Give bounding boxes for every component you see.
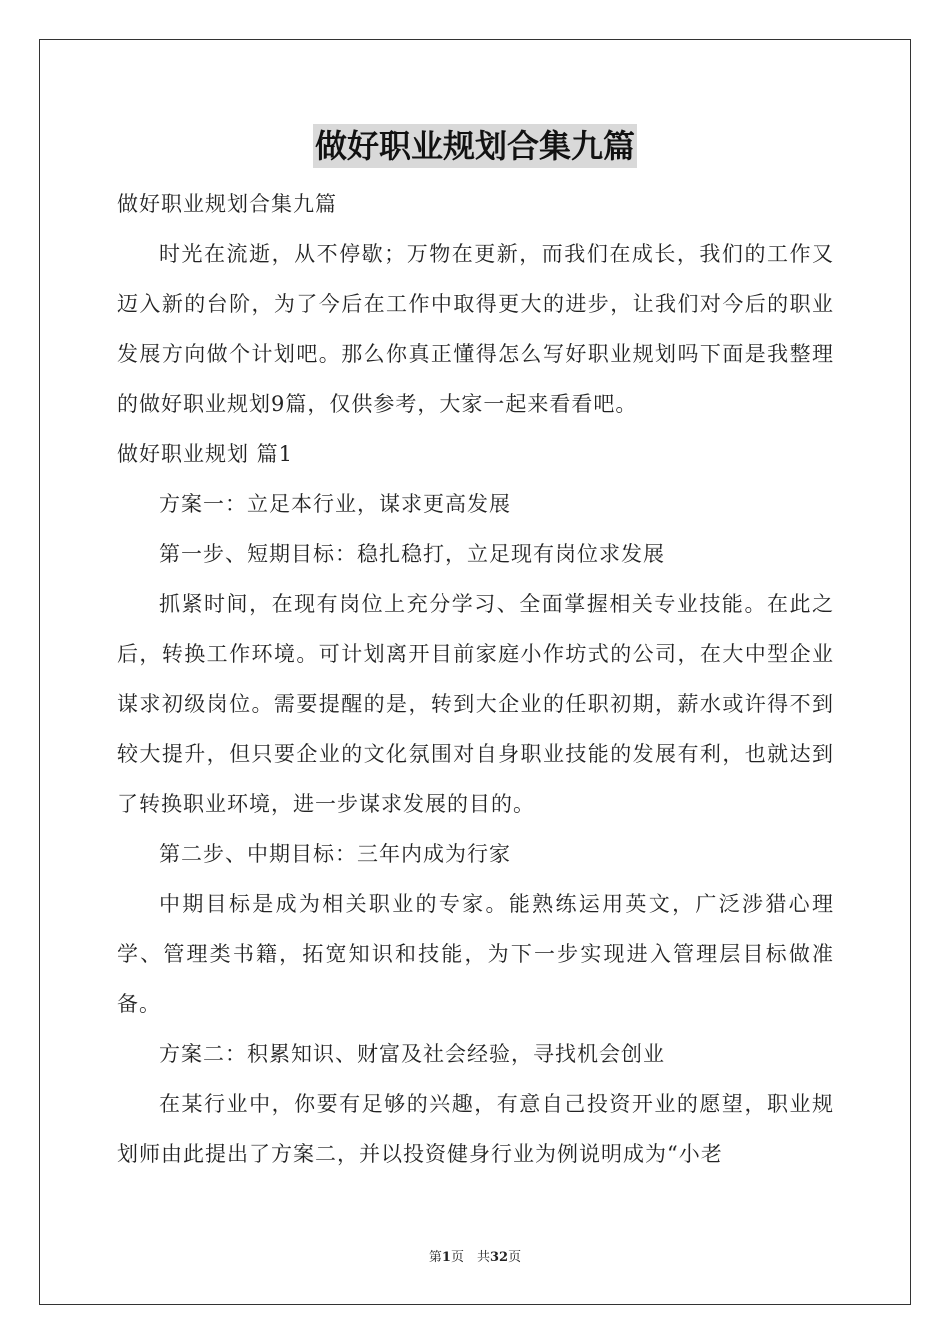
document-subtitle: 做好职业规划合集九篇 [117,192,337,216]
current-page-number: 1 [441,1250,451,1265]
total-page-number: 32 [489,1250,509,1265]
paragraph: 第一步、短期目标：稳扎稳打，立足现有岗位求发展 [159,542,665,566]
paragraph: 时光在流逝，从不停歇；万物在更新，而我们在成长，我们的工作又迈入新的台阶，为了今后在工作中取得更大的进步，让我们对今后的职业发展方向做个计划吧。那么你真正懂得怎么写好职业规划吗下面是我整理的做好职业规划9篇，仅供参考，大家一起来看看吧。 [117,242,834,416]
document-title: 做好职业规划合集九篇 [313,124,637,168]
paragraph: 抓紧时间，在现有岗位上充分学习、全面掌握相关专业技能。在此之后，转换工作环境。可计划离开目前家庭小作坊式的公司，在大中型企业谋求初级岗位。需要提醒的是，转到大企业的任职初期，薪水或许得不到较大提升，但只要企业的文化氛围对自身职业技能的发展有利，也就达到了转换职业环境，进一步谋求发展的目的。 [117,592,834,816]
section-heading: 做好职业规划 篇1 [117,442,294,466]
paragraph: 中期目标是成为相关职业的专家。能熟练运用英文，广泛涉猎心理学、管理类书籍，拓宽知识和技能，为下一步实现进入管理层目标做准备。 [117,892,834,1016]
title-container [0,124,950,168]
footer-mid: 页 共 [450,1250,490,1265]
paragraph: 方案一：立足本行业，谋求更高发展 [159,492,511,516]
footer-prefix: 第 [428,1250,442,1265]
paragraph: 方案二：积累知识、财富及社会经验，寻找机会创业 [159,1042,665,1066]
paragraph: 在某行业中，你要有足够的兴趣，有意自己投资开业的愿望，职业规划师由此提出了方案二，并以投资健身行业为例说明成为“小老 [117,1092,834,1166]
page-footer [0,1246,950,1265]
footer-suffix: 页 [508,1250,522,1265]
document-body [117,179,834,1179]
paragraph: 第二步、中期目标：三年内成为行家 [159,842,511,866]
